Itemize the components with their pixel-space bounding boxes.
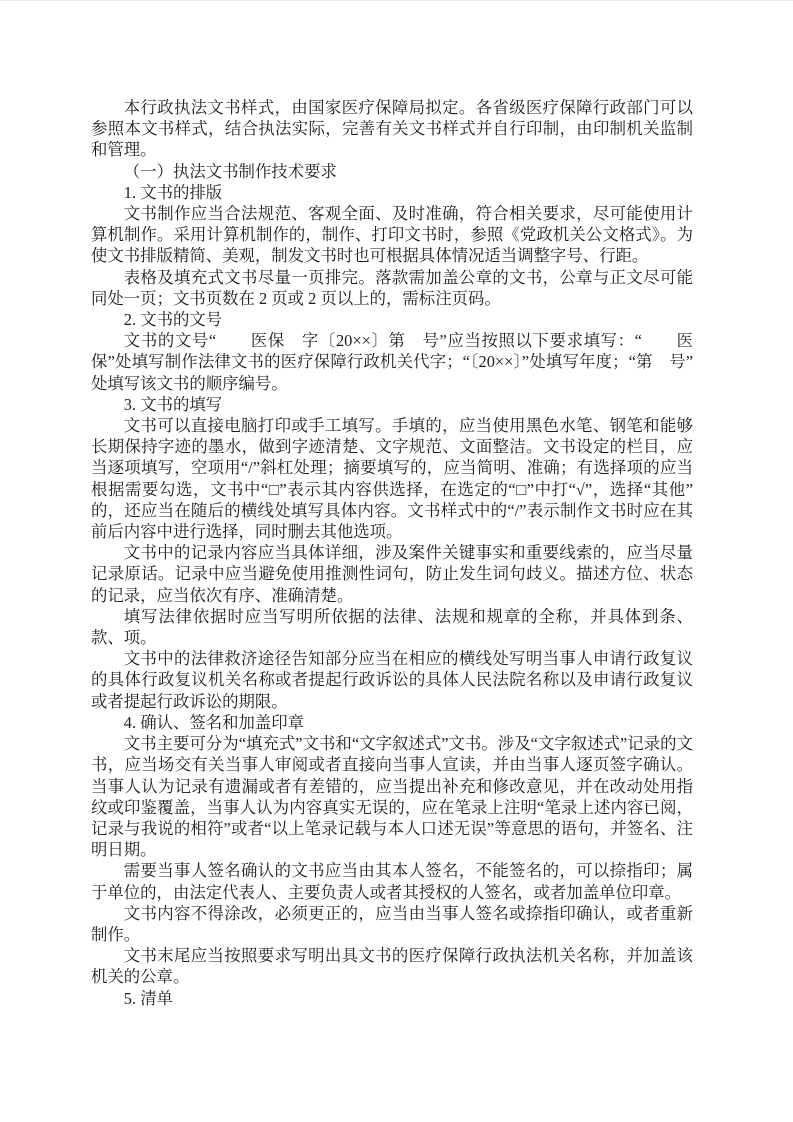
body-paragraph: 文书末尾应当按照要求写明出具文书的医疗保障行政执法机关名称，并加盖该机关的公章。 <box>91 946 693 987</box>
section-heading: 3. 文书的填写 <box>123 394 223 414</box>
body-paragraph: 文书内容不得涂改，必须更正的，应当由当事人签名或捺指印确认，或者重新制作。 <box>91 903 693 944</box>
section-heading: 4. 确认、签名和加盖印章 <box>123 712 305 732</box>
body-paragraph: 表格及填充式文书尽量一页排完。落款需加盖公章的文书，公章与正文尽可能同处一页；文书页数在 2 页或 2 页以上的，需标注页码。 <box>91 267 693 308</box>
body-paragraph: 文书中的记录内容应当具体详细，涉及案件关键事实和重要线索的，应当尽量记录原话。记录中应当避免使用推测性词句，防止发生词句歧义。描述方位、状态的记录，应当依次有序、准确清楚。 <box>91 543 693 605</box>
body-paragraph: 文书的文号“ 医保 字〔20××〕第 号”应当按照以下要求填写：“ 医保”处填写制作法律文书的医疗保障行政机关代字；“〔20××〕”处填写年度；“第 号”处填写该文书的顺序编号。 <box>91 331 693 393</box>
body-paragraph: 文书可以直接电脑打印或手工填写。手填的，应当使用黑色水笔、钢笔和能够长期保持字迹的墨水，做到字迹清楚、文字规范、文面整洁。文书设定的栏目，应当逐项填写，空项用“/”斜杠处理；摘要填写的，应当简明、准确；有选择项的应当根据需要勾选，文书中“□”表示其内容供选择，在选定的“□”中打“√”，选择“其他”的，还应当在随后的横线处填写具体内容。文书样式中的“/”表示制作文书时应在其前后内容中进行选择，同时删去其他选项。 <box>91 416 693 542</box>
section-heading: （一）执法文书制作技术要求 <box>123 161 337 181</box>
body-paragraph: 文书中的法律救济途径告知部分应当在相应的横线处写明当事人申请行政复议的具体行政复议机关名称或者提起行政诉讼的具体人民法院名称以及申请行政复议或者提起行政诉讼的期限。 <box>91 649 693 711</box>
body-paragraph: 文书制作应当合法规范、客观全面、及时准确，符合相关要求，尽可能使用计算机制作。采用计算机制作的，制作、打印文书时，参照《党政机关公文格式》。为使文书排版精简、美观，制发文书时也可根据具体情况适当调整字号、行距。 <box>91 204 693 266</box>
body-paragraph: 本行政执法文书样式，由国家医疗保障局拟定。各省级医疗保障行政部门可以参照本文书样式，结合执法实际，完善有关文书样式并自行印制，由印制机关监制和管理。 <box>91 98 693 160</box>
section-heading: 1. 文书的排版 <box>123 182 223 202</box>
body-paragraph: 需要当事人签名确认的文书应当由其本人签名，不能签名的，可以捺指印；属于单位的，由法定代表人、主要负责人或者其授权的人签名，或者加盖单位印章。 <box>91 861 693 902</box>
body-paragraph: 文书主要可分为“填充式”文书和“文字叙述式”文书。涉及“文字叙述式”记录的文书，应当场交有关当事人审阅或者直接向当事人宣读，并由当事人逐页签字确认。当事人认为记录有遗漏或者有差错的，应当提出补充和修改意见，并在改动处用指纹或印鉴覆盖，当事人认为内容真实无误的，应在笔录上注明“笔录上述内容已阅，记录与我说的相符”或者“以上笔录记载与本人口述无误”等意思的语句，并签名、注明日期。 <box>91 734 693 860</box>
section-heading: 2. 文书的文号 <box>123 310 223 330</box>
section-heading: 5. 清单 <box>123 988 173 1008</box>
document-body <box>91 97 693 1009</box>
body-paragraph: 填写法律依据时应当写明所依据的法律、法规和规章的全称，并具体到条、款、项。 <box>91 606 693 648</box>
